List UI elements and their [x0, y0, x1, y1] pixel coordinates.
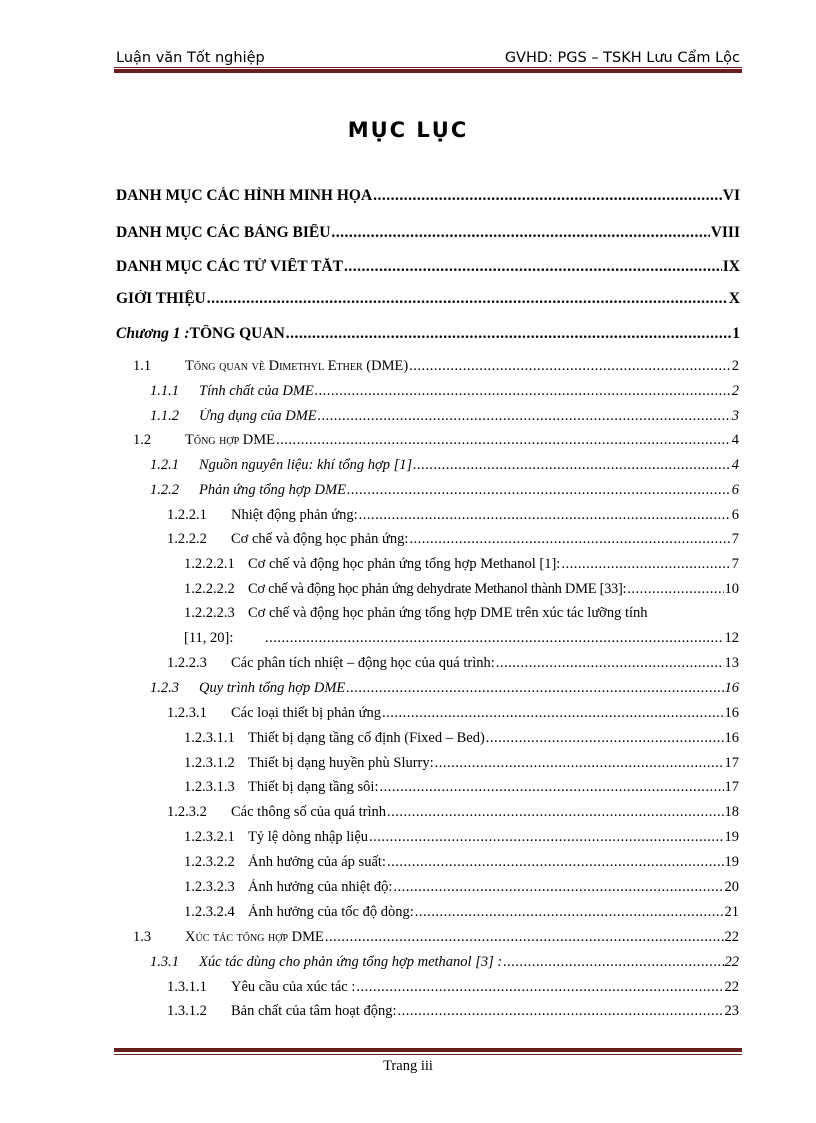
toc-entry-page: 7 [731, 556, 739, 572]
toc-entry-number: 1.2.3.1 [167, 705, 207, 721]
toc-entry-number: Chương 1 : [116, 325, 190, 342]
toc-entry[interactable] [184, 730, 739, 747]
header-left: Luận văn Tốt nghiệp [116, 50, 265, 66]
toc-entry[interactable] [116, 258, 740, 276]
toc-entry-text: Xúc tác tổng hợp DME [185, 929, 324, 945]
toc-entry-text: Ảnh hưởng của nhiệt độ: [248, 879, 393, 895]
toc-leader [387, 854, 724, 871]
toc-entry-number: 1.1.2 [150, 408, 179, 424]
toc-entry[interactable] [167, 531, 739, 548]
toc-entry-number: 1.2.3.2.3 [184, 879, 235, 895]
toc-entry[interactable] [184, 556, 739, 573]
toc-entry-text: DANH MỤC CÁC HÌNH MINH HỌA [116, 187, 373, 204]
toc-entry-text: Tỷ lệ dòng nhập liệu [248, 829, 369, 845]
toc-entry-page: 16 [724, 730, 739, 746]
toc-leader [276, 432, 731, 449]
toc-leader [398, 1003, 724, 1020]
toc-entry-number: 1.2.2.2.1 [184, 556, 235, 572]
toc-entry-number: 1.2.3.1.3 [184, 779, 235, 795]
toc-entry-text: DANH MỤC CÁC TỪ VIẾT TẮT [116, 258, 343, 275]
toc-entry-text: Ảnh hưởng của áp suất: [248, 854, 386, 870]
toc-entry[interactable] [133, 929, 739, 946]
toc-entry[interactable] [167, 705, 739, 722]
toc-entry[interactable] [184, 779, 739, 796]
toc-leader [387, 804, 723, 821]
toc-entry-text: Tổng quan về Dimethyl Ether (DME) [185, 358, 409, 374]
toc-entry[interactable] [184, 605, 648, 622]
toc-entry[interactable] [184, 755, 739, 772]
toc-entry[interactable] [116, 187, 740, 205]
toc-entry-text: Yêu cầu của xúc tác : [231, 979, 356, 995]
toc-entry-number: 1.2.2.2 [167, 531, 207, 547]
toc-leader [561, 556, 730, 573]
toc-entry[interactable] [184, 854, 739, 871]
toc-entry-number: 1.2 [133, 432, 152, 448]
toc-entry-text: TỔNG QUAN [189, 325, 285, 342]
toc-entry[interactable] [116, 224, 740, 242]
toc-entry[interactable] [150, 383, 739, 400]
header-right: GVHD: PGS – TSKH Lưu Cẩm Lộc [504, 50, 740, 66]
toc-entry-number: 1.3 [133, 929, 152, 945]
toc-entry-page: 16 [724, 680, 739, 696]
toc-entry[interactable] [184, 904, 739, 921]
toc-entry[interactable] [184, 581, 739, 598]
toc-entry-page: 2 [731, 358, 739, 374]
toc-entry-page: 4 [731, 457, 739, 473]
toc-leader [331, 224, 709, 242]
toc-entry[interactable] [133, 432, 739, 449]
toc-entry-page: 3 [731, 408, 739, 424]
toc-entry-number: 1.1 [133, 358, 152, 374]
toc-entry-number: 1.2.3.2.4 [184, 904, 235, 920]
toc-entry-page: 19 [724, 829, 739, 845]
toc-entry-text: Tổng hợp DME [185, 432, 275, 448]
toc-leader [347, 482, 731, 499]
toc-entry-text: GIỚI THIỆU [116, 290, 206, 307]
toc-entry-number: 1.2.3.2.2 [184, 854, 235, 870]
toc-entry-page: VI [722, 187, 740, 204]
toc-entry-number: 1.1.1 [150, 383, 179, 399]
toc-entry-page: 17 [724, 779, 739, 795]
toc-entry-text: Cơ chế và động học phản ứng tổng hợp DME trên xúc tác lưỡng tính [248, 605, 648, 621]
toc-entry-page: 4 [731, 432, 739, 448]
toc-entry[interactable] [133, 358, 739, 375]
header-rule-thin [114, 67, 742, 68]
toc-entry-page: 1 [732, 325, 740, 342]
page-title: MỤC LỤC [347, 118, 469, 142]
toc-leader [318, 408, 731, 425]
toc-entry[interactable] [150, 680, 739, 697]
toc-entry-page: 18 [724, 804, 739, 820]
toc-entry-number: 1.2.2 [150, 482, 179, 498]
toc-entry[interactable] [150, 954, 739, 971]
toc-leader [286, 325, 731, 343]
footer-rule-thin [114, 1054, 742, 1055]
header-rule-thick [114, 69, 742, 73]
toc-entry-text: Thiết bị dạng huyền phù Slurry: [248, 755, 434, 771]
toc-entry-page: 17 [724, 755, 739, 771]
toc-leader [356, 979, 723, 996]
toc-leader [344, 258, 722, 276]
toc-leader [496, 655, 724, 672]
toc-entry-chapter[interactable] [116, 325, 740, 343]
toc-entry[interactable] [116, 290, 740, 308]
toc-entry-page: 22 [724, 979, 739, 995]
toc-entry-page: 22 [724, 954, 739, 970]
toc-entry-text: Thiết bị dạng tầng cố định (Fixed – Bed) [248, 730, 485, 746]
toc-entry-text: Cơ chế và động học phản ứng tổng hợp Methanol [1]: [248, 556, 561, 572]
toc-entry-page: 16 [724, 705, 739, 721]
toc-entry[interactable] [167, 507, 739, 524]
toc-leader [379, 779, 723, 796]
toc-entry-number: 1.2.1 [150, 457, 179, 473]
toc-entry-number: 1.2.3.2.1 [184, 829, 235, 845]
toc-entry-number: 1.3.1 [150, 954, 179, 970]
toc-leader [486, 730, 724, 747]
toc-entry-page: 10 [724, 581, 739, 597]
toc-entry-text: Cơ chế và động học phản ứng: [231, 531, 409, 547]
toc-entry-text: Nguồn nguyên liệu: khí tổng hợp [1] [199, 457, 413, 473]
toc-entry-text: [11, 20]: [184, 630, 234, 646]
toc-entry-text: Ảnh hưởng của tốc độ dòng: [248, 904, 414, 920]
toc-entry-text: Ứng dụng của DME [199, 408, 317, 424]
toc-entry-text: Bản chất của tâm hoạt động: [231, 1003, 397, 1019]
toc-entry-text: Phản ứng tổng hợp DME [199, 482, 346, 498]
toc-leader [415, 904, 724, 921]
toc-entry-continuation[interactable] [184, 630, 739, 647]
toc-leader [435, 755, 724, 772]
toc-leader [409, 531, 730, 548]
page-number: Trang iii [383, 1058, 433, 1074]
toc-entry[interactable] [150, 408, 739, 425]
toc-entry[interactable] [184, 879, 739, 896]
toc-entry-number: 1.2.3.1.1 [184, 730, 235, 746]
toc-entry[interactable] [150, 482, 739, 499]
toc-entry-text: Quy trình tổng hợp DME [199, 680, 346, 696]
toc-entry-page: X [728, 290, 740, 307]
toc-leader [359, 507, 731, 524]
toc-entry-page: 2 [731, 383, 739, 399]
toc-entry-text: Các loại thiết bị phản ứng [231, 705, 382, 721]
toc-entry[interactable] [167, 979, 739, 996]
footer-rule-thick [114, 1048, 742, 1052]
toc-leader [409, 358, 731, 375]
toc-entry-number: 1.2.2.2.3 [184, 605, 235, 621]
toc-leader [325, 929, 724, 946]
toc-entry[interactable] [184, 829, 739, 846]
toc-entry-number: 1.3.1.1 [167, 979, 207, 995]
toc-entry-page: VIII [710, 224, 740, 241]
toc-entry-text: Xúc tác dùng cho phản ứng tổng hợp methanol [3] : [199, 954, 503, 970]
toc-entry-text: Nhiệt động phản ứng: [231, 507, 358, 523]
toc-entry[interactable] [150, 457, 739, 474]
toc-entry-page: 19 [724, 854, 739, 870]
toc-entry-text: Thiết bị dạng tầng sôi: [248, 779, 379, 795]
toc-entry-number: 1.2.2.1 [167, 507, 207, 523]
toc-entry-text: Các phân tích nhiệt – động học của quá trình: [231, 655, 495, 671]
toc-entry-number: 1.2.2.2.2 [184, 581, 235, 597]
toc-entry-page: 6 [731, 482, 739, 498]
toc-entry-page: 12 [724, 630, 739, 646]
toc-leader [315, 383, 731, 400]
toc-entry-text: Tính chất của DME [199, 383, 314, 399]
toc-entry-page: 22 [724, 929, 739, 945]
toc-leader [503, 954, 723, 971]
toc-entry-number: 1.2.2.3 [167, 655, 207, 671]
toc-leader [627, 581, 723, 598]
toc-entry-page: 23 [724, 1003, 739, 1019]
toc-entry-number: 1.2.3 [150, 680, 179, 696]
toc-entry-number: 1.2.3.2 [167, 804, 207, 820]
toc-leader [382, 705, 723, 722]
toc-leader [393, 879, 723, 896]
toc-leader [346, 680, 723, 697]
toc-entry-text: Cơ chế và động học phản ứng dehydrate Methanol thành DME [33]: [248, 581, 627, 597]
toc-entry-page: 13 [724, 655, 739, 671]
toc-leader [207, 290, 728, 308]
toc-entry[interactable] [167, 1003, 739, 1020]
toc-entry-page: 21 [724, 904, 739, 920]
toc-leader [265, 630, 724, 647]
toc-leader [413, 457, 731, 474]
toc-entry-number: 1.3.1.2 [167, 1003, 207, 1019]
toc-entry-page: 6 [731, 507, 739, 523]
toc-entry[interactable] [167, 655, 739, 672]
toc-entry-number: 1.2.3.1.2 [184, 755, 235, 771]
toc-entry-page: 7 [731, 531, 739, 547]
toc-entry-page: 20 [724, 879, 739, 895]
toc-entry-text: DANH MỤC CÁC BẢNG BIỂU [116, 224, 331, 241]
toc-leader [373, 187, 722, 205]
toc-entry-text: Các thông số của quá trình [231, 804, 387, 820]
toc-leader [369, 829, 723, 846]
toc-entry[interactable] [167, 804, 739, 821]
toc-entry-page: IX [722, 258, 740, 275]
